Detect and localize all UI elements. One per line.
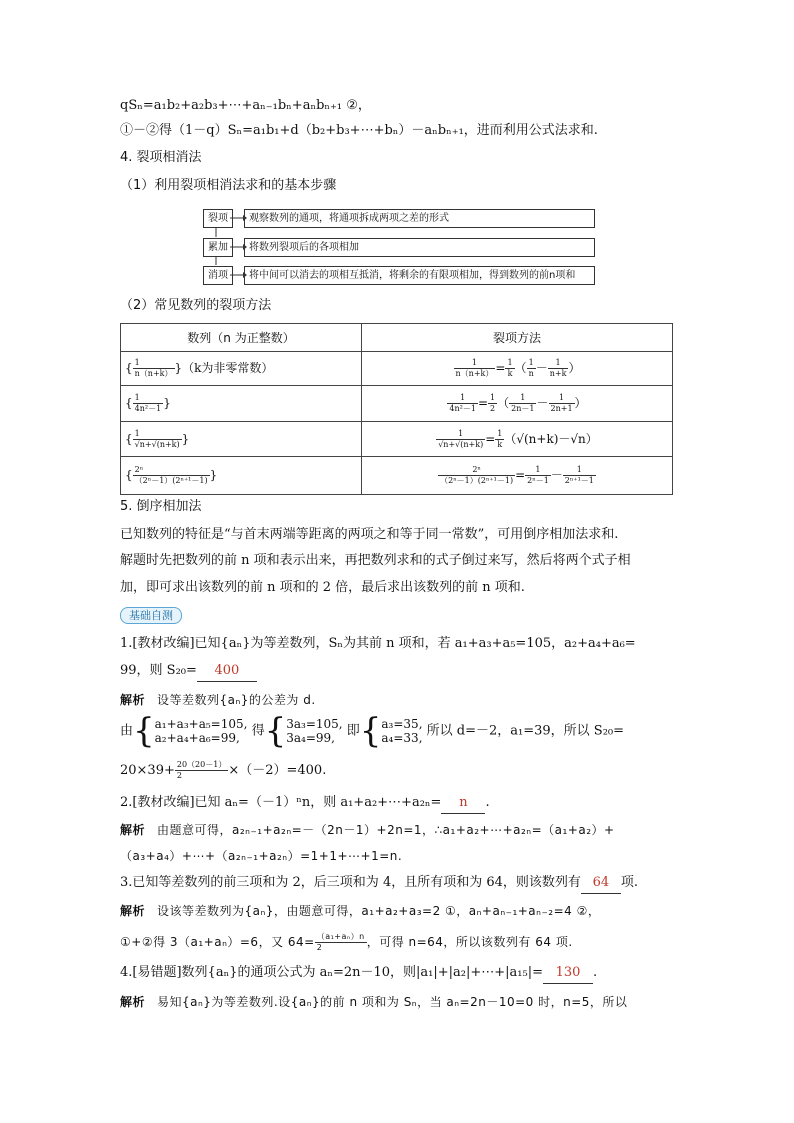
section-5-para-2: 解题时先把数列的前 n 项和表示出来，再把数列求和的式子倒过来写，然后将两个式子相 [120, 553, 631, 568]
method-cell: $\frac{1}{\text{4n²－1}}$ = $\frac{1}{2}$ （ $\frac{1}{2n-1}$ － $\frac{1}{2n+1}$ ） [362, 386, 673, 422]
table-header-method: 裂项方法 [362, 324, 673, 352]
q3-solution-1: 解析 设该等差数列为{aₙ}，由题意可得，a₁+a₂+a₃=2 ①，aₙ+aₙ₋₁+aₙ₋₂=4 ②， [120, 904, 601, 918]
step-label-3: 消项 [203, 266, 233, 285]
sequence-cell: { $\frac{\text{2ⁿ}}{\text{（2ⁿ－1）(2ⁿ⁺¹－1)}}$ } [121, 457, 362, 495]
table-row [121, 457, 673, 495]
method-cell: $\frac{1}{√n+√(n+k)}$ = $\frac{1}{k}$ （√(n+k)－√n） [362, 422, 673, 457]
q3-answer: 64 [581, 873, 621, 894]
q2-answer: n [441, 793, 485, 814]
section-5-title: 5. 倒序相加法 [120, 499, 202, 514]
step-label-1: 裂项 [203, 209, 233, 228]
section-5-para-3: 加，即可求出该数列的前 n 项和的 2 倍，最后求出该数列的前 n 项和. [120, 580, 525, 595]
q1-answer: 400 [197, 661, 257, 682]
q4-answer: 130 [543, 963, 593, 984]
step-desc-2: 将数列裂项后的各项相加 [244, 238, 595, 257]
q4-solution-1: 解析 易知{aₙ}为等差数列.设{aₙ}的前 n 项和为 Sₙ，当 aₙ=2n－10=0 时，n=5，所以 [120, 995, 628, 1009]
flow-arrows [200, 205, 250, 290]
step-desc-3: 将中间可以消去的项相互抵消，将剩余的有限项相加，得到数列的前n项和 [244, 266, 595, 285]
step-label-2: 累加 [203, 238, 233, 257]
sequence-cell: { $\frac{1}{√n+√(n+k)}$ } [121, 422, 362, 457]
split-methods-table [120, 323, 673, 495]
q1-solution-1: 解析 设等差数列{aₙ}的公差为 d. [120, 693, 316, 707]
table-row [121, 386, 673, 422]
q2-stem: 2.[教材改编]已知 aₙ=（－1）ⁿn，则 a₁+a₂+⋯+a₂ₙ= n . [120, 793, 490, 814]
section-4-subtitle-2: （2）常见数列的裂项方法 [120, 298, 272, 313]
q1-solution-2: 由{ a₁+a₃+a₅=105, a₂+a₄+a₆=99, 得{ 3a₃=105, 3a₄=99, 即{ a₃=35, a₄=33, 所以 d=－2，a₁=39，所以 S₂₀= [120, 711, 625, 751]
q1-stem-1: 1.[教材改编]已知{aₙ}为等差数列，Sₙ为其前 n 项和，若 a₁+a₃+a₅=105，a₂+a₄+a₆= [120, 636, 636, 651]
sequence-cell: { $\frac{1}{n(n+k)}$ }（k为非零常数） [121, 352, 362, 386]
sequence-cell: { $\frac{1}{\text{4n²－1}}$ } [121, 386, 362, 422]
q3-solution-2: ①+②得 3（a₁+aₙ）=6，又 64= $\frac{\text{（a₁+aₙ）n}}{2}$ ，可得 n=64，所以该数列有 64 项. [120, 932, 573, 952]
subtract-line: ①－②得（1－q）Sₙ=a₁b₁+d（b₂+b₃+⋯+bₙ）－aₙbₙ₊₁，进而利用公式法求和. [120, 123, 598, 138]
q1-solution-3: 20×39+ $\frac{20(20-1)}{2}$ ×（－2）=400. [120, 760, 327, 780]
table-row [121, 422, 673, 457]
step-desc-1: 观察数列的通项，将通项拆成两项之差的形式 [244, 209, 595, 228]
section-5-para-1: 已知数列的特征是“与首末两端等距离的两项之和等于同一常数”，可用倒序相加法求和. [120, 527, 619, 542]
equation-line-2: qSₙ=a₁b₂+a₂b₃+⋯+aₙ₋₁bₙ+aₙbₙ₊₁ ②， [120, 98, 371, 113]
method-cell: $\frac{1}{n(n+k)}$ = $\frac{1}{k}$ （ $\frac{1}{n}$ － $\frac{1}{n+k}$ ） [362, 352, 673, 386]
section-4-title: 4. 裂项相消法 [120, 150, 202, 165]
q3-stem: 3.已知等差数列的前三项和为 2，后三项和为 4，且所有项和为 64，则该数列有 64 项. [120, 873, 638, 894]
q1-stem-2: 99，则 S₂₀= 400 [120, 661, 257, 682]
self-test-tag: 基础自测 [120, 607, 182, 624]
table-row [121, 352, 673, 386]
q2-solution-2: （a₃+a₄）+⋯+（a₂ₙ₋₁+a₂ₙ）=1+1+⋯+1=n. [120, 849, 403, 863]
q4-stem: 4.[易错题]数列{aₙ}的通项公式为 aₙ=2n－10，则|a₁|+|a₂|+⋯+|a₁₅|= 130 . [120, 963, 597, 984]
table-header-sequence: 数列（n 为正整数） [121, 324, 362, 352]
q2-solution-1: 解析 由题意可得，a₂ₙ₋₁+a₂ₙ=－（2n－1）+2n=1，∴a₁+a₂+⋯+a₂ₙ=（a₁+a₂）+ [120, 823, 615, 837]
method-cell: $\frac{\text{2ⁿ}}{\text{（2ⁿ－1）(2ⁿ⁺¹－1)}}$ = $\frac{1}{\text{2ⁿ－1}}$ － $\frac{1}{\text{2ⁿ⁺¹－1}}$ [362, 457, 673, 495]
section-4-subtitle-1: （1）利用裂项相消法求和的基本步骤 [120, 178, 337, 193]
